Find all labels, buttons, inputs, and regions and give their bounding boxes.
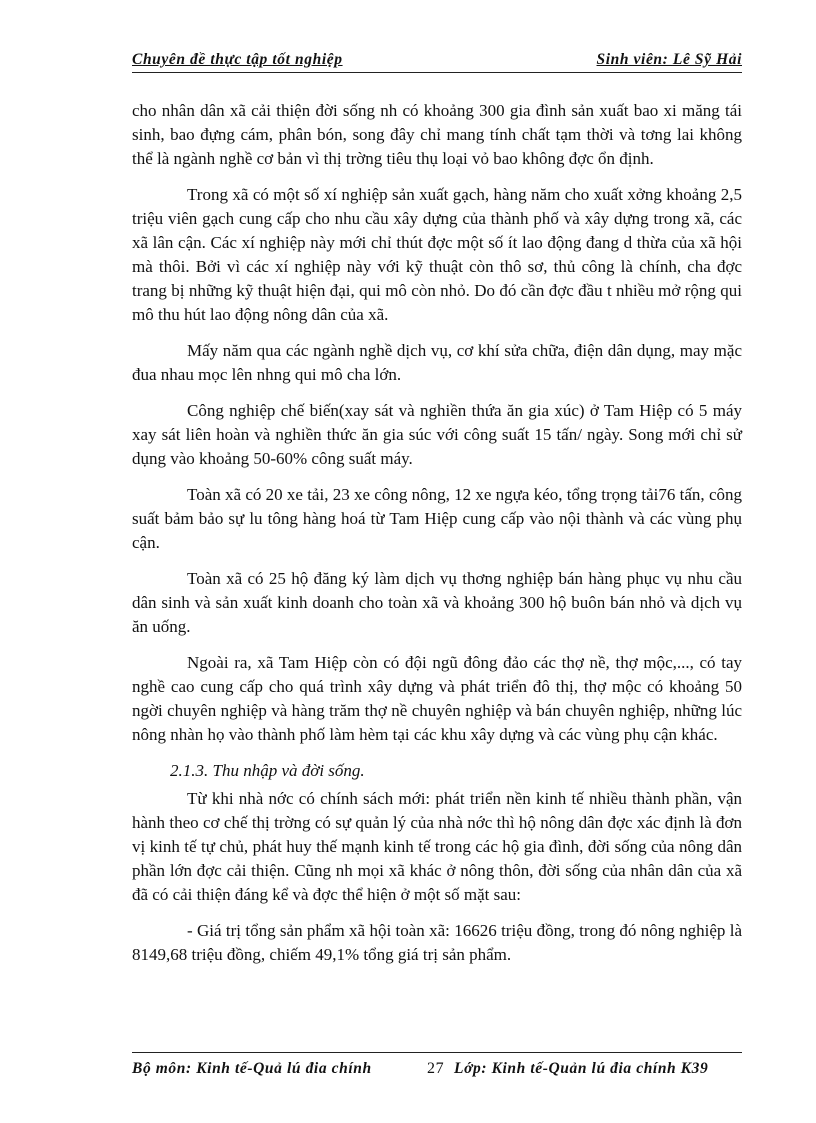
paragraph-gdp-item: - Giá trị tổng sản phẩm xã hội toàn xã: 16626 triệu đồng, trong đó nông nghiệp là 8149,68 triệu đồng, chiếm 49,1% tổng giá trị sản phẩm. bbox=[132, 921, 742, 964]
footer-department: Bộ môn: Kinh tế-Quả lú đia chính bbox=[132, 1060, 372, 1077]
paragraph-craftsmen: Ngoài ra, xã Tam Hiệp còn có đội ngũ đông đảo các thợ nề, thợ mộc,..., có tay nghề cao cung cấp cho quá trình xây dựng và phát triển đô thị, thợ mộc có khoảng 50 ngời chuyên nghiệp và hàng trăm thợ nề chuyên nghiệp và bán chuyên nghiệp, những lúc nông nhàn họ vào thành phố làm hèm tại các khu xây dựng và các vùng phụ cận khác. bbox=[132, 653, 742, 744]
header-document-title: Chuyên đề thực tập tốt nghiệp bbox=[132, 51, 343, 68]
page-footer bbox=[132, 1052, 742, 1083]
document-body bbox=[132, 99, 742, 979]
footer-class: Lớp: Kinh tế-Quản lú đia chính K39 bbox=[454, 1060, 709, 1077]
section-heading: 2.1.3. Thu nhập và đời sống. bbox=[170, 761, 365, 780]
header-student-name: Sinh viên: Lê Sỹ Hải bbox=[596, 51, 742, 68]
paragraph-brick-factories: Trong xã có một số xí nghiệp sản xuất gạch, hàng năm cho xuất xởng khoảng 2,5 triệu viên gạch cung cấp cho nhu cầu xây dựng của thành phố và xây dựng trong xã, các xã lân cận. Các xí nghiệp này mới chỉ thút đợc một số ít lao động đang d thừa của xã hội mà thôi. Bởi vì các xí nghiệp này với kỹ thuật còn thô sơ, thủ công là chính, cha đợc trang bị những kỹ thuật hiện đại, qui mô còn nhỏ. Do đó cần đợc đầu t nhiều mở rộng qui mô thu hút lao động nông dân của xã. bbox=[132, 185, 742, 324]
paragraph-continuation: cho nhân dân xã cải thiện đời sống nh có khoảng 300 gia đình sản xuất bao xi măng tái sinh, bao đựng cám, phân bón, song đây chỉ mang tính chất tạm thời và tơng lai không thể là ngành nghề cơ bản vì thị trờng tiêu thụ loại vỏ bao không đợc ổn định. bbox=[132, 101, 742, 168]
paragraph-services: Mấy năm qua các ngành nghề dịch vụ, cơ khí sửa chữa, điện dân dụng, may mặc đua nhau mọc lên nhng qui mô cha lớn. bbox=[132, 341, 742, 384]
paragraph-income-life: Từ khi nhà nớc có chính sách mới: phát triển nền kinh tế nhiều thành phần, vận hành theo cơ chế thị trờng có sự quản lý của nhà nớc thì hộ nông dân đợc xác định là đơn vị kinh tế tự chủ, phát huy thế mạnh kinh tế trong các hộ gia đình, đời sống của nông dân phần lớn đợc cải thiện. Cũng nh mọi xã khác ở nông thôn, đời sống của nhân dân của xã đã có cải thiện đáng kể và đợc thể hiện ở một số mặt sau: bbox=[132, 789, 742, 904]
page-header bbox=[132, 50, 742, 73]
page-number: 27 bbox=[427, 1060, 445, 1077]
paragraph-processing-industry: Công nghiệp chế biến(xay sát và nghiền thứa ăn gia xúc) ở Tam Hiệp có 5 máy xay sát liên hoàn và nghiền thức ăn gia súc với công suất 15 tấn/ ngày. Song mới chỉ sử dụng vào khoảng 50-60% công suất máy. bbox=[132, 401, 742, 468]
paragraph-commerce: Toàn xã có 25 hộ đăng ký làm dịch vụ thơng nghiệp bán hàng phục vụ nhu cầu dân sinh và sản xuất kinh doanh cho toàn xã và khoảng 300 hộ buôn bán nhỏ và dịch vụ ăn uống. bbox=[132, 569, 742, 636]
paragraph-transport: Toàn xã có 20 xe tải, 23 xe công nông, 12 xe ngựa kéo, tổng trọng tải76 tấn, công suất bảm bảo sự lu tông hàng hoá từ Tam Hiệp cung cấp vào nội thành và các vùng phụ cận. bbox=[132, 485, 742, 552]
